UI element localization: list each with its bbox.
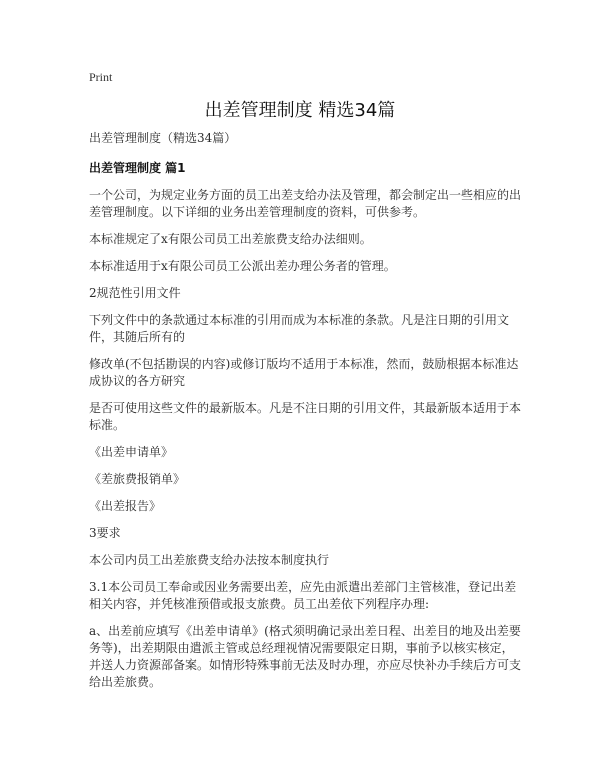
paragraph-form-expense: 《差旅费报销单》 xyxy=(89,472,186,486)
paragraph-ref-2: 修改单(不包括勘误的内容)或修订版均不适用于本标准，然而，鼓励根据本标准达成协议的各方研究 xyxy=(89,357,519,388)
paragraph-requirements-intro: 本公司内员工出差旅费支给办法按本制度执行 xyxy=(89,553,330,567)
paragraph-ref-3: 是否可使用这些文件的最新版本。凡是不注日期的引用文件，其最新版本适用于本标准。 xyxy=(89,401,522,432)
document-body xyxy=(89,130,521,691)
paragraph-intro: 一个公司，为规定业务方面的员工出差支给办法及管理，都会制定出一些相应的出差管理制度。以下详细的业务出差管理制度的资料，可供参考。 xyxy=(89,188,522,219)
paragraph-ref-1: 下列文件中的条款通过本标准的引用而成为本标准的条款。凡是注日期的引用文件，其随后所有的 xyxy=(89,313,510,344)
document-subtitle: 出差管理制度（精选34篇） xyxy=(89,131,237,145)
paragraph-form-report: 《出差报告》 xyxy=(89,499,162,513)
paragraph-form-request: 《出差申请单》 xyxy=(89,445,174,459)
paragraph-clause-3-1: 3.1本公司员工奉命或因业务需要出差，应先由派遣出差部门主管核准，登记出差相关内容，并凭核准预借或报支旅费。员工出差依下列程序办理: xyxy=(89,580,517,611)
paragraph-clause-a: a、出差前应填写《出差申请单》(格式须明确记录出差日程、出差目的地及出差要务等)，出差期限由遣派主管或总经理视情况需要限定日期，事前予以核实核定，并送人力资源部备案。如情形特殊事前无法及时办理，亦应尽快补办手续后方可支给出差旅费。 xyxy=(89,624,522,689)
paragraph-requirements-heading: 3要求 xyxy=(89,526,121,540)
paragraph-scope-rule: 本标准规定了x有限公司员工出差旅费支给办法细则。 xyxy=(89,232,372,246)
paragraph-scope-applies: 本标准适用于x有限公司员工公派出差办理公务者的管理。 xyxy=(89,259,396,273)
paragraph-ref-heading: 2规范性引用文件 xyxy=(89,286,181,300)
section-heading: 出差管理制度 篇1 xyxy=(89,161,186,175)
page-title: 出差管理制度 精选34篇 xyxy=(204,100,396,121)
print-link[interactable]: Print xyxy=(89,70,113,84)
